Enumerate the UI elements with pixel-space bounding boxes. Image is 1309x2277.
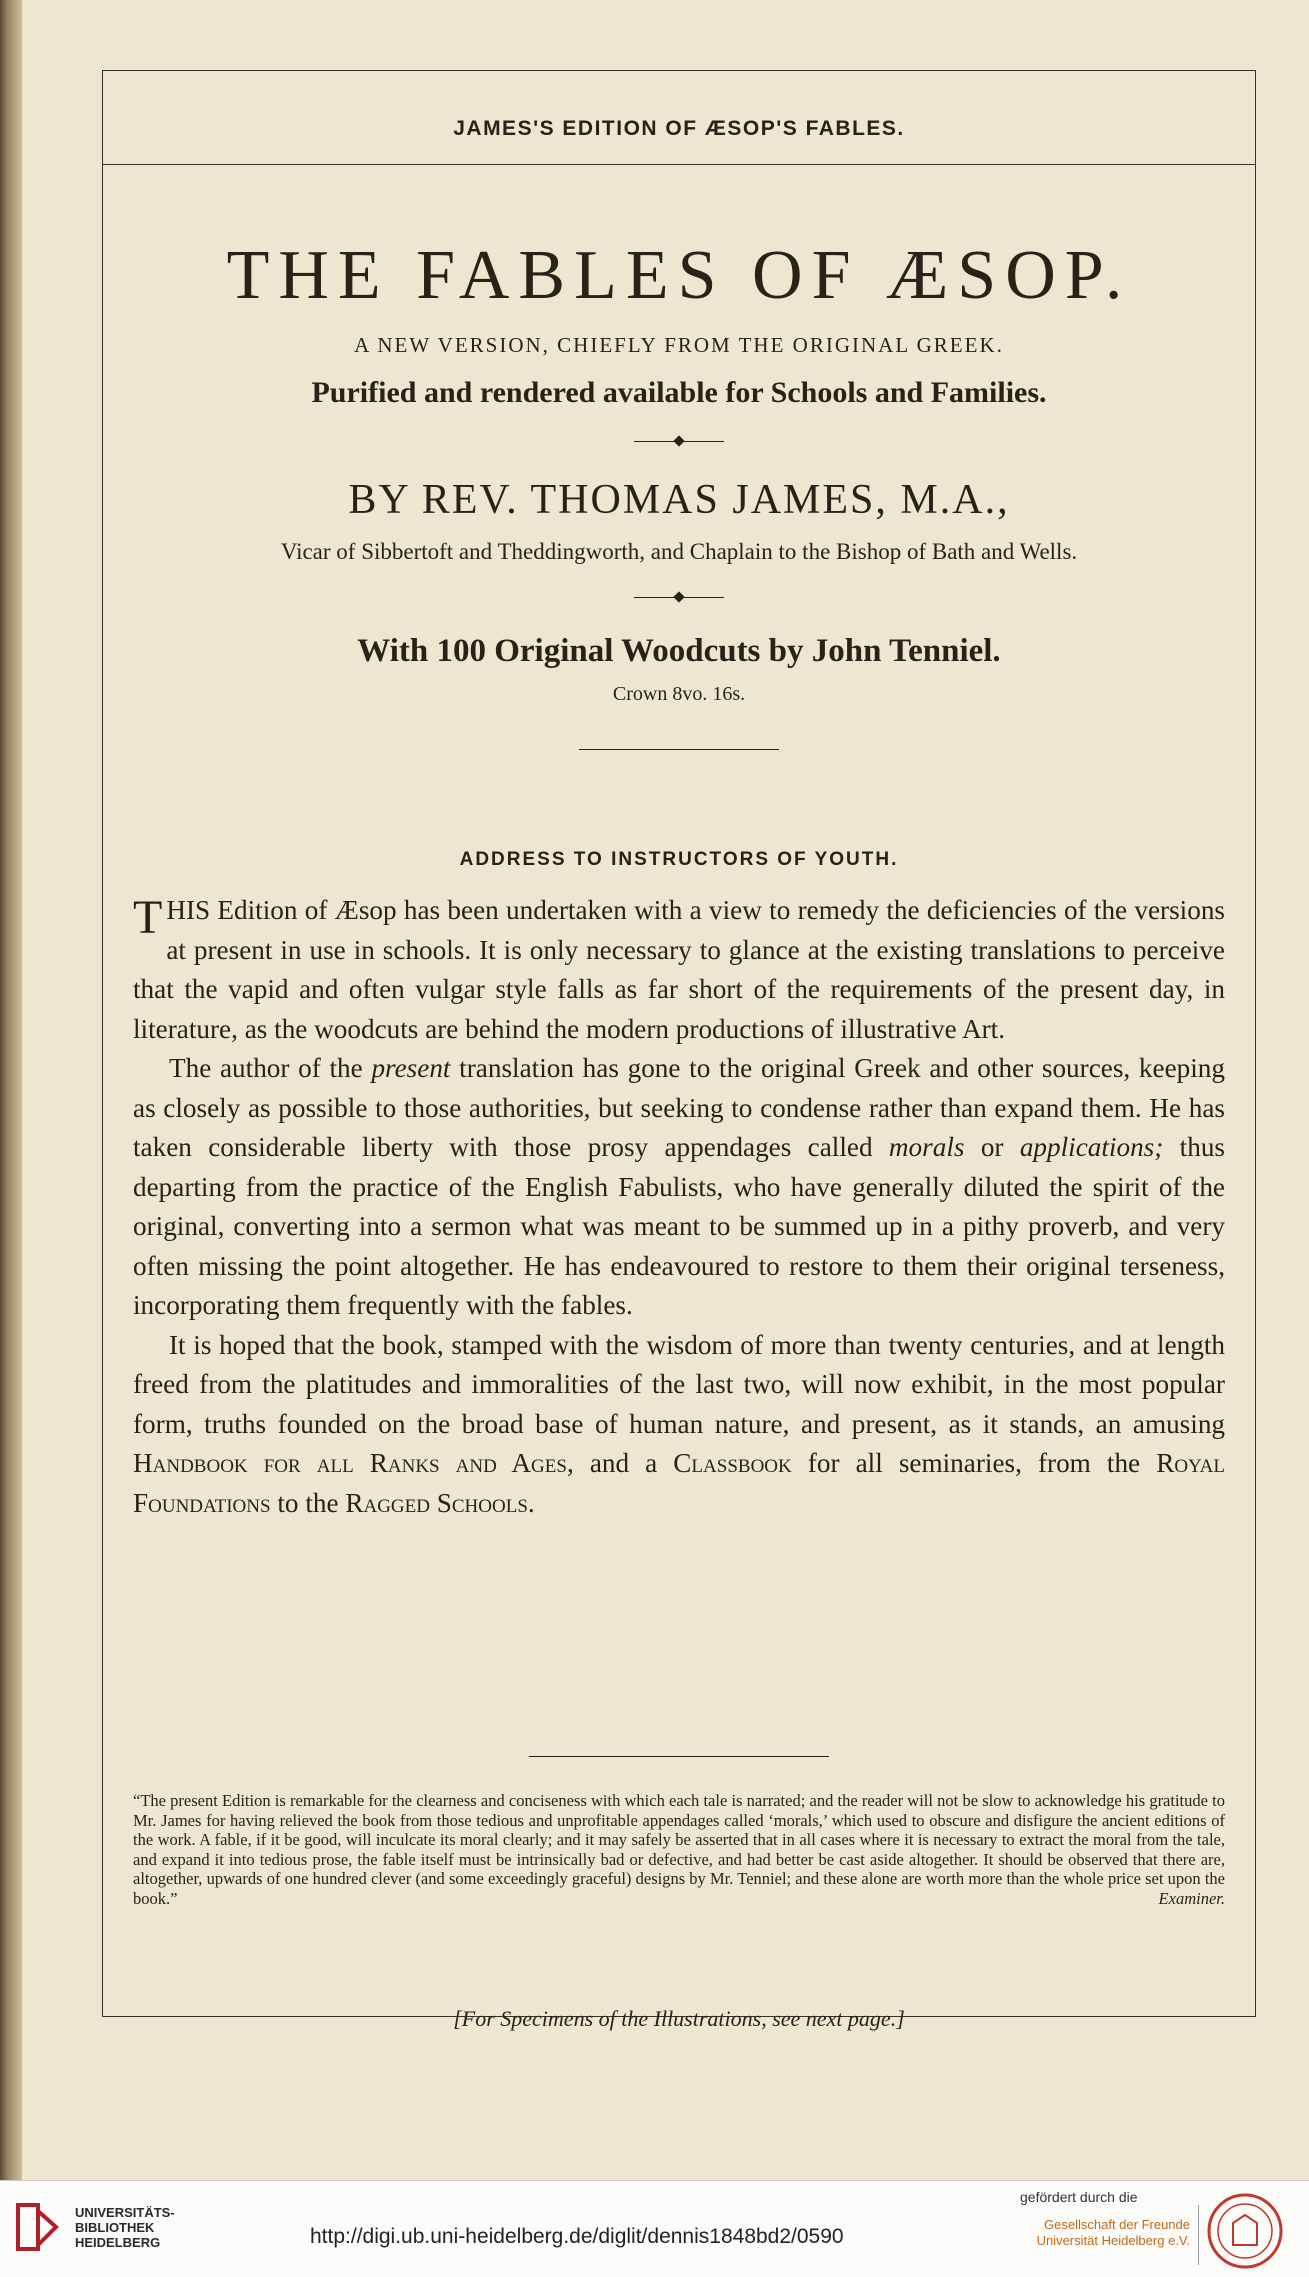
paragraph-2: The author of the present translation has gone to the original Greek and other sources, keeping as closely as possible to those authorities, but seeking to condense rather than expand them. He has taken considerable liberty with those prosy appendages called morals or applications; thus departing from the practice of the English Fabulists, who have generally diluted the spirit of the original, converting into a sermon what was meant to be summed up in a pithy proverb, and very often missing the point altogether. He has endeavoured to restore to them their original terseness, incorporating them frequently with the fables. [133, 1053, 1225, 1320]
paragraph-1 [133, 891, 1225, 1049]
source-url-link[interactable]: http://digi.ub.uni-heidelberg.de/diglit/dennis1848bd2/0590 [310, 2225, 844, 2248]
purified-line: Purified and rendered available for Schools and Families. [311, 376, 1047, 409]
paragraph-3: It is hoped that the book, stamped with the wisdom of more than twenty centuries, and at length freed from the platitudes and immoralities of the last two, will now exhibit, in the most popular form, truths founded on the broad base of human nature, and present, as it stands, an amusing Handbook for all Ranks and Ages, and a Classbook for all seminaries, from the Royal Foundations to the Ragged Schools. [133, 1329, 1225, 1518]
library-name: UNIVERSITÄTS- BIBLIOTHEK HEIDELBERG [75, 2205, 175, 2250]
specimens-note: [For Specimens of the Illustrations, see next page.] [453, 2006, 905, 2031]
price-line: Crown 8vo. 16s. [612, 683, 746, 705]
university-seal-icon [1205, 2191, 1285, 2271]
paragraph-1-text: HIS Edition of Æsop has been undertaken with a view to remedy the deficiencies of the versions at present in use in schools. It is only necessary to glance at the existing translations to perceive that the vapid and often vulgar style falls as far short of the requirements of the present day, in literature, as the woodcuts are behind the modern productions of illustrative Art. [133, 895, 1225, 1044]
section-rule [579, 749, 779, 750]
address-body [133, 891, 1225, 1523]
book-page [22, 0, 1309, 2180]
footer-divider [1198, 2205, 1199, 2265]
book-binding-edge [0, 0, 22, 2180]
page-frame [102, 70, 1256, 2031]
header-rule [103, 164, 1255, 165]
drop-cap: T [133, 891, 163, 944]
address-heading: ADDRESS TO INSTRUCTORS OF YOUTH. [459, 849, 899, 870]
sponsor-label: gefördert durch die [1020, 2189, 1138, 2205]
running-head: JAMES'S EDITION OF ÆSOP'S FABLES. [453, 117, 905, 140]
sponsor-name: Gesellschaft der Freunde Universität Heidelberg e.V. [1036, 2217, 1190, 2248]
review-text: “The present Edition is remarkable for the clearness and conciseness with which each tale is narrated; and the reader will not be slow to acknowledge his gratitude to Mr. James for having relieved the book from those tedious and unprofitable appendages called ‘morals,’ which used to obscure and disfigure the ancient editions of the work. A fable, if it be good, will inculcate its moral clearly; and it may safely be asserted that in all cases where it is necessary to extract the moral from the tale, and expand it into tedious prose, the fable itself must be intrinsically bad or defective, and had better be cast aside altogether. It should be observed that there are, altogether, upwards of one hundred clever (and some exceedingly graceful) designs by Mr. Tenniel; and these alone are worth more than the whole price set upon the book.” [133, 1791, 1225, 1908]
subtitle: A NEW VERSION, CHIEFLY FROM THE ORIGINAL GREEK. [354, 333, 1004, 357]
author-affiliation: Vicar of Sibbertoft and Theddingworth, and Chaplain to the Bishop of Bath and Wells. [280, 539, 1078, 564]
woodcuts-line: With 100 Original Woodcuts by John Tenniel. [357, 633, 1001, 669]
ornament-divider [634, 435, 724, 449]
review-quote [133, 1791, 1225, 1909]
section-rule [529, 1756, 829, 1757]
review-source: Examiner. [1158, 1888, 1225, 1908]
page-title: THE FABLES OF ÆSOP. [226, 237, 1132, 314]
author-line: BY REV. THOMAS JAMES, M.A., [348, 477, 1010, 523]
ornament-divider [634, 591, 724, 605]
digitization-footer [0, 2180, 1309, 2277]
library-logo-icon [14, 2201, 60, 2253]
